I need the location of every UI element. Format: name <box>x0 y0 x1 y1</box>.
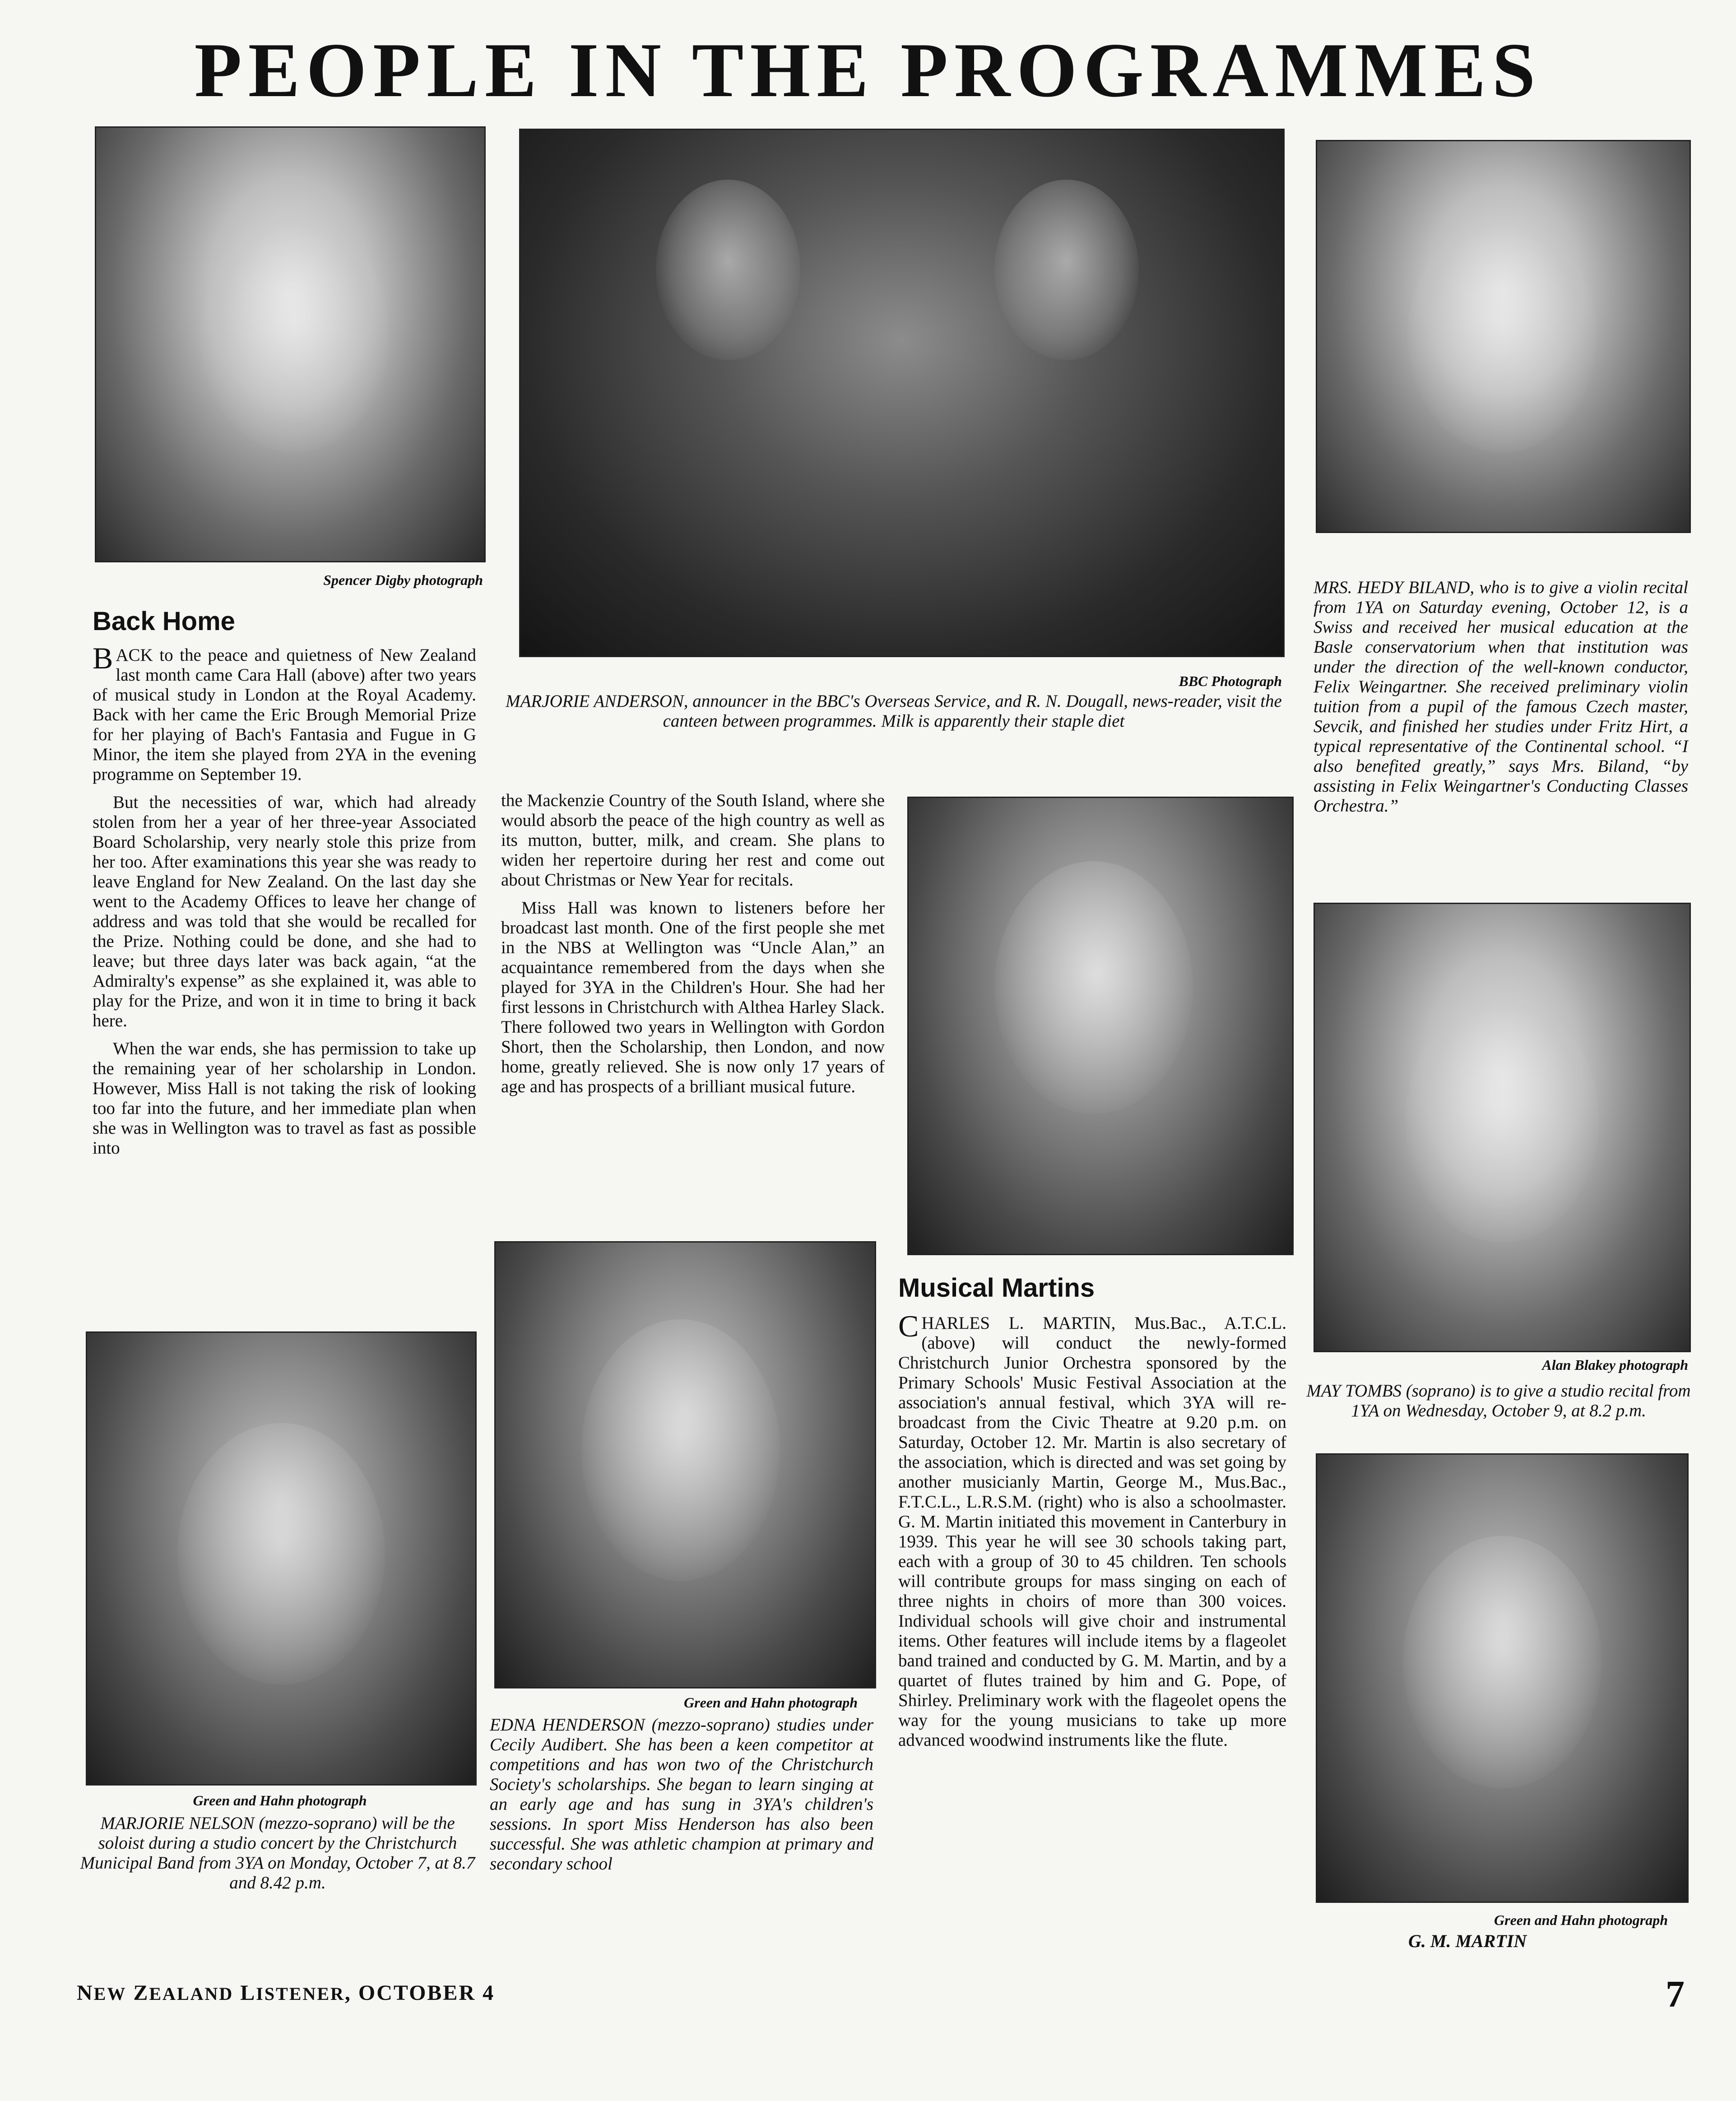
back-home-column-2 <box>501 791 885 1224</box>
back-home-paragraph-3: When the war ends, she has permission to take up the remaining year of her scholarship in London. However, Miss Hall is not taking the risk of looking too far into the future, and her immediate plan when she was in Wellington was to travel as fast as possible into <box>93 1039 476 1158</box>
may-tombs-caption: MAY TOMBS (soprano) is to give a studio recital from 1YA on Wednesday, October 9, at 8.2 p.m. <box>1306 1381 1691 1420</box>
musical-martins-column <box>898 1313 1286 1929</box>
back-home-dropcap: B <box>93 645 113 675</box>
cara-hall-photo <box>95 126 486 562</box>
gm-martin-photo <box>1316 1453 1689 1903</box>
back-home-paragraph-2: But the necessities of war, which had already stolen from her a year of her three-year Associated Board Scholarship, very nearly stole this prize from her too. After examinations this year she was ready to leave England for New Zealand. On the last day she went to the Academy Offices to leave her change of address and was told that she would be recalled for the Prize. Nothing could be done, and she had to leave; but three days later was back again, “at the Admiralty's expense” as she explained it, was able to play for the Prize, and won it in time to bring it back here. <box>93 793 476 1030</box>
hedy-biland-photo <box>1316 140 1691 533</box>
marjorie-nelson-photo <box>86 1331 477 1786</box>
back-home-paragraph-4: the Mackenzie Country of the South Island, where she would absorb the peace of the high country as well as its mutton, butter, milk, and cream. She plans to widen her repertoire during her rest and come out about Christmas or New Year for recitals. <box>501 791 885 890</box>
musical-martins-dropcap: C <box>898 1313 919 1343</box>
marjorie-nelson-photo-credit: Green and Hahn photograph <box>193 1792 367 1809</box>
marjorie-nelson-caption: MARJORIE NELSON (mezzo-soprano) will be the soloist during a studio concert by the Christchurch Municipal Band from 3YA on Monday, October 7, at 8.7 and 8.42 p.m. <box>80 1813 475 1892</box>
edna-henderson-caption: EDNA HENDERSON (mezzo-soprano) studies under Cecily Audibert. She has been a keen competitor at competitions and has won two of the Christchurch Society's scholarships. She began to learn singing at an early age and has sung in 3YA's children's sessions. In sport Miss Henderson has also been successful. She was athletic champion at primary and secondary school <box>490 1715 873 1874</box>
page-number: 7 <box>1666 1973 1685 2015</box>
may-tombs-photo <box>1314 903 1691 1352</box>
bbc-photo-caption: MARJORIE ANDERSON, announcer in the BBC's Overseas Service, and R. N. Dougall, news-reader, visit the canteen between programmes. Milk is apparently their staple diet <box>506 691 1282 731</box>
back-home-heading: Back Home <box>93 607 235 636</box>
cara-hall-photo-credit: Spencer Digby photograph <box>323 572 483 588</box>
back-home-paragraph-1: ACK to the peace and quietness of New Zealand last month came Cara Hall (above) after two years of musical study in London at the Royal Academy. Back with her came the Eric Brough Memorial Prize for her playing of Bach's Fantasia and Fugue in G Minor, the item she played from 2YA in the evening programme on September 19. <box>93 645 476 784</box>
musical-martins-heading: Musical Martins <box>898 1273 1095 1303</box>
gm-martin-name: G. M. MARTIN <box>1408 1931 1527 1951</box>
may-tombs-photo-credit: Alan Blakey photograph <box>1542 1357 1688 1373</box>
edna-henderson-photo-credit: Green and Hahn photograph <box>684 1694 858 1711</box>
musical-martins-paragraph-1: HARLES L. MARTIN, Mus.Bac., A.T.C.L. (above) will conduct the newly-formed Christchurch Junior Orchestra sponsored by the Primary Schools' Music Festival Association at the association's annual festival, which 3YA will re-broadcast from the Civic Theatre at 9.20 p.m. on Saturday, October 12. Mr. Martin is also secretary of the association, which is directed and was set going by another musicianly Martin, George M., Mus.Bac., F.T.C.L., L.R.S.M. (right) who is also a schoolmaster. G. M. Martin initiated this movement in Canterbury in 1939. This year he will see 30 schools taking part, each with a group of 30 to 45 children. Ten schools will contribute groups for mass singing on each of three nights in choirs of more than 300 voices. Individual schools will give choir and instrumental items. Other features will include items by a flageolet band trained and conducted by G. M. Martin, and by a quartet of flutes trained by him and G. Pope, of Shirley. Preliminary work with the flageolet opens the way for the young musicians to take up more advanced woodwind instruments like the flute. <box>898 1313 1286 1750</box>
back-home-paragraph-5: Miss Hall was known to listeners before her broadcast last month. One of the first people she met in the NBS at Wellington was “Uncle Alan,” an acquaintance remembered from the days when she played for 3YA in the Children's Hour. She had her first lessons in Christchurch with Althea Harley Slack. There followed two years in Wellington with Gordon Short, then the Scholarship, then London, and now home, greatly relieved. She is now only 17 years of age and has prospects of a brilliant musical future. <box>501 898 885 1096</box>
bbc-photo-credit: BBC Photograph <box>1179 673 1282 689</box>
footer-publication: NEW ZEALAND LISTENER, OCTOBER 4 <box>77 1981 495 2005</box>
gm-martin-photo-credit: Green and Hahn photograph <box>1494 1912 1668 1928</box>
hedy-biland-caption: MRS. HEDY BILAND, who is to give a violin recital from 1YA on Saturday evening, October 12, is a Swiss and received her musical education at the Basle conservatorium when that institution was under the direction of the well-known conductor, Felix Weingartner. She received preliminary violin tuition from a pupil of the famous Czech master, Sevcik, and finished her studies under Fritz Hirt, a typical representative of the Continental school. “I also benefited greatly,” says Mrs. Biland, “by assisting in Felix Weingartner's Conducting Classes Orchestra.” <box>1314 578 1688 816</box>
page-title: PEOPLE IN THE PROGRAMMES <box>194 28 1542 113</box>
edna-henderson-photo <box>494 1241 876 1688</box>
charles-martin-photo <box>907 797 1294 1255</box>
bbc-canteen-photo <box>519 129 1285 657</box>
back-home-column-1 <box>93 645 476 1318</box>
